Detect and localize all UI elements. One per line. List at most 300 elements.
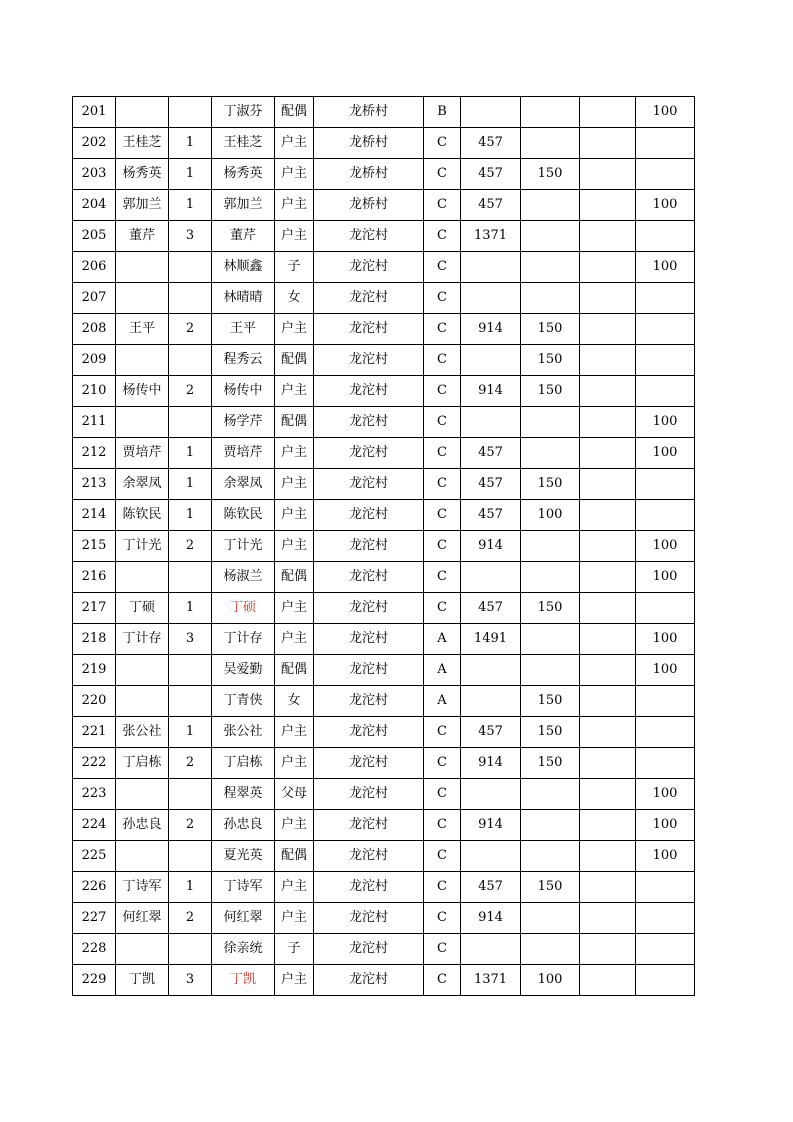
table-row — [73, 159, 695, 190]
household-size-cell: 2 — [169, 903, 212, 934]
amount-3-cell — [580, 97, 636, 128]
household-head-cell: 丁诗军 — [116, 872, 169, 903]
amount-2-cell — [521, 655, 580, 686]
relation-cell: 户主 — [275, 376, 314, 407]
village-cell: 龙桥村 — [314, 159, 424, 190]
amount-3-cell — [580, 221, 636, 252]
amount-2-cell — [521, 624, 580, 655]
amount-3-cell — [580, 283, 636, 314]
row-number-cell: 226 — [73, 872, 116, 903]
member-name-cell: 郭加兰 — [212, 190, 275, 221]
amount-3-cell — [580, 934, 636, 965]
household-head-cell: 王桂芝 — [116, 128, 169, 159]
relation-cell: 户主 — [275, 810, 314, 841]
household-size-cell: 3 — [169, 221, 212, 252]
amount-3-cell — [580, 469, 636, 500]
household-size-cell: 2 — [169, 810, 212, 841]
table-row — [73, 562, 695, 593]
amount-2-cell: 150 — [521, 159, 580, 190]
amount-2-cell — [521, 438, 580, 469]
amount-4-cell — [636, 717, 695, 748]
grade-cell: C — [424, 314, 461, 345]
amount-4-cell — [636, 128, 695, 159]
amount-2-cell — [521, 810, 580, 841]
row-number-cell: 223 — [73, 779, 116, 810]
relation-cell: 户主 — [275, 469, 314, 500]
amount-1-cell: 457 — [461, 190, 521, 221]
village-cell: 龙沱村 — [314, 221, 424, 252]
amount-4-cell: 100 — [636, 562, 695, 593]
amount-3-cell — [580, 841, 636, 872]
amount-3-cell — [580, 562, 636, 593]
village-cell: 龙沱村 — [314, 314, 424, 345]
relation-cell: 户主 — [275, 438, 314, 469]
village-cell: 龙沱村 — [314, 686, 424, 717]
amount-2-cell: 150 — [521, 469, 580, 500]
row-number-cell: 229 — [73, 965, 116, 996]
grade-cell: C — [424, 159, 461, 190]
household-head-cell — [116, 655, 169, 686]
table-row — [73, 97, 695, 128]
grade-cell: C — [424, 190, 461, 221]
member-name-cell: 程秀云 — [212, 345, 275, 376]
amount-2-cell — [521, 128, 580, 159]
table-row — [73, 686, 695, 717]
table-row — [73, 438, 695, 469]
row-number-cell: 225 — [73, 841, 116, 872]
amount-4-cell: 100 — [636, 779, 695, 810]
amount-4-cell: 100 — [636, 841, 695, 872]
amount-1-cell: 457 — [461, 469, 521, 500]
amount-2-cell: 150 — [521, 593, 580, 624]
amount-1-cell: 914 — [461, 531, 521, 562]
amount-1-cell: 914 — [461, 376, 521, 407]
member-name-cell: 何红翠 — [212, 903, 275, 934]
amount-3-cell — [580, 686, 636, 717]
household-head-cell: 丁计存 — [116, 624, 169, 655]
village-cell: 龙沱村 — [314, 655, 424, 686]
household-size-cell — [169, 252, 212, 283]
grade-cell: C — [424, 469, 461, 500]
amount-2-cell: 150 — [521, 717, 580, 748]
grade-cell: C — [424, 903, 461, 934]
amount-1-cell: 1371 — [461, 221, 521, 252]
relation-cell: 户主 — [275, 593, 314, 624]
amount-4-cell — [636, 686, 695, 717]
village-cell: 龙沱村 — [314, 438, 424, 469]
grade-cell: A — [424, 655, 461, 686]
amount-2-cell: 100 — [521, 965, 580, 996]
household-table — [72, 96, 695, 996]
relation-cell: 户主 — [275, 221, 314, 252]
household-head-cell: 丁计光 — [116, 531, 169, 562]
row-number-cell: 224 — [73, 810, 116, 841]
amount-2-cell — [521, 407, 580, 438]
amount-1-cell — [461, 97, 521, 128]
amount-3-cell — [580, 438, 636, 469]
household-size-cell: 3 — [169, 624, 212, 655]
grade-cell: C — [424, 438, 461, 469]
grade-cell: C — [424, 810, 461, 841]
relation-cell: 户主 — [275, 717, 314, 748]
amount-3-cell — [580, 500, 636, 531]
grade-cell: A — [424, 686, 461, 717]
member-name-cell: 余翠凤 — [212, 469, 275, 500]
relation-cell: 配偶 — [275, 345, 314, 376]
amount-1-cell: 914 — [461, 810, 521, 841]
row-number-cell: 211 — [73, 407, 116, 438]
table-row — [73, 934, 695, 965]
amount-3-cell — [580, 717, 636, 748]
member-name-cell: 丁淑芬 — [212, 97, 275, 128]
household-size-cell — [169, 283, 212, 314]
grade-cell: C — [424, 965, 461, 996]
amount-3-cell — [580, 903, 636, 934]
relation-cell: 父母 — [275, 779, 314, 810]
household-size-cell — [169, 841, 212, 872]
grade-cell: A — [424, 624, 461, 655]
table-row — [73, 469, 695, 500]
village-cell: 龙沱村 — [314, 407, 424, 438]
amount-1-cell: 914 — [461, 903, 521, 934]
amount-4-cell — [636, 159, 695, 190]
household-head-cell: 贾培芹 — [116, 438, 169, 469]
row-number-cell: 221 — [73, 717, 116, 748]
relation-cell: 户主 — [275, 500, 314, 531]
amount-1-cell — [461, 655, 521, 686]
member-name-cell: 丁凯 — [212, 965, 275, 996]
table-row — [73, 841, 695, 872]
amount-2-cell — [521, 903, 580, 934]
relation-cell: 女 — [275, 686, 314, 717]
grade-cell: C — [424, 376, 461, 407]
amount-3-cell — [580, 345, 636, 376]
amount-4-cell — [636, 345, 695, 376]
amount-4-cell: 100 — [636, 97, 695, 128]
relation-cell: 户主 — [275, 531, 314, 562]
amount-4-cell — [636, 314, 695, 345]
village-cell: 龙沱村 — [314, 562, 424, 593]
amount-1-cell: 914 — [461, 314, 521, 345]
grade-cell: C — [424, 934, 461, 965]
member-name-cell: 杨淑兰 — [212, 562, 275, 593]
grade-cell: C — [424, 500, 461, 531]
table-row — [73, 965, 695, 996]
household-size-cell: 2 — [169, 314, 212, 345]
member-name-cell: 夏光英 — [212, 841, 275, 872]
household-size-cell — [169, 345, 212, 376]
amount-4-cell: 100 — [636, 655, 695, 686]
village-cell: 龙桥村 — [314, 190, 424, 221]
relation-cell: 户主 — [275, 624, 314, 655]
household-size-cell — [169, 97, 212, 128]
village-cell: 龙沱村 — [314, 376, 424, 407]
amount-4-cell: 100 — [636, 624, 695, 655]
household-size-cell: 1 — [169, 717, 212, 748]
grade-cell: C — [424, 283, 461, 314]
village-cell: 龙沱村 — [314, 469, 424, 500]
amount-1-cell — [461, 252, 521, 283]
household-head-cell — [116, 686, 169, 717]
amount-2-cell — [521, 562, 580, 593]
row-number-cell: 207 — [73, 283, 116, 314]
village-cell: 龙沱村 — [314, 748, 424, 779]
amount-1-cell — [461, 934, 521, 965]
row-number-cell: 218 — [73, 624, 116, 655]
relation-cell: 户主 — [275, 159, 314, 190]
grade-cell: C — [424, 252, 461, 283]
row-number-cell: 228 — [73, 934, 116, 965]
member-name-cell: 孙忠良 — [212, 810, 275, 841]
row-number-cell: 215 — [73, 531, 116, 562]
amount-1-cell: 457 — [461, 128, 521, 159]
relation-cell: 户主 — [275, 314, 314, 345]
amount-4-cell — [636, 965, 695, 996]
amount-2-cell — [521, 221, 580, 252]
amount-4-cell: 100 — [636, 531, 695, 562]
village-cell: 龙沱村 — [314, 252, 424, 283]
amount-3-cell — [580, 159, 636, 190]
member-name-cell: 林晴晴 — [212, 283, 275, 314]
amount-2-cell — [521, 934, 580, 965]
amount-4-cell: 100 — [636, 252, 695, 283]
household-size-cell: 2 — [169, 748, 212, 779]
grade-cell: C — [424, 562, 461, 593]
amount-2-cell: 150 — [521, 686, 580, 717]
household-head-cell — [116, 345, 169, 376]
table-row — [73, 531, 695, 562]
village-cell: 龙桥村 — [314, 128, 424, 159]
household-size-cell — [169, 686, 212, 717]
household-head-cell — [116, 252, 169, 283]
relation-cell: 配偶 — [275, 562, 314, 593]
grade-cell: C — [424, 717, 461, 748]
row-number-cell: 209 — [73, 345, 116, 376]
amount-4-cell — [636, 748, 695, 779]
household-size-cell — [169, 655, 212, 686]
amount-1-cell: 914 — [461, 748, 521, 779]
row-number-cell: 212 — [73, 438, 116, 469]
table-row — [73, 128, 695, 159]
table-row — [73, 655, 695, 686]
amount-4-cell — [636, 903, 695, 934]
household-head-cell: 杨传中 — [116, 376, 169, 407]
amount-2-cell — [521, 531, 580, 562]
table-row — [73, 221, 695, 252]
member-name-cell: 吴爱勤 — [212, 655, 275, 686]
amount-3-cell — [580, 252, 636, 283]
amount-3-cell — [580, 128, 636, 159]
household-head-cell — [116, 97, 169, 128]
member-name-cell: 董芹 — [212, 221, 275, 252]
household-size-cell: 2 — [169, 531, 212, 562]
household-size-cell: 2 — [169, 376, 212, 407]
relation-cell: 子 — [275, 934, 314, 965]
row-number-cell: 220 — [73, 686, 116, 717]
household-head-cell: 丁凯 — [116, 965, 169, 996]
amount-3-cell — [580, 190, 636, 221]
row-number-cell: 205 — [73, 221, 116, 252]
amount-4-cell — [636, 500, 695, 531]
household-head-cell — [116, 934, 169, 965]
household-head-cell — [116, 841, 169, 872]
amount-2-cell: 150 — [521, 376, 580, 407]
grade-cell: C — [424, 593, 461, 624]
amount-2-cell: 150 — [521, 314, 580, 345]
household-head-cell: 余翠凤 — [116, 469, 169, 500]
household-size-cell — [169, 562, 212, 593]
member-name-cell: 王桂芝 — [212, 128, 275, 159]
amount-2-cell: 150 — [521, 872, 580, 903]
relation-cell: 配偶 — [275, 841, 314, 872]
amount-3-cell — [580, 531, 636, 562]
amount-3-cell — [580, 655, 636, 686]
household-head-cell: 张公社 — [116, 717, 169, 748]
relation-cell: 户主 — [275, 872, 314, 903]
household-size-cell: 1 — [169, 128, 212, 159]
table-row — [73, 779, 695, 810]
household-head-cell: 董芹 — [116, 221, 169, 252]
amount-1-cell: 457 — [461, 717, 521, 748]
household-size-cell: 1 — [169, 872, 212, 903]
member-name-cell: 贾培芹 — [212, 438, 275, 469]
relation-cell: 户主 — [275, 128, 314, 159]
household-head-cell: 孙忠良 — [116, 810, 169, 841]
amount-3-cell — [580, 376, 636, 407]
amount-3-cell — [580, 314, 636, 345]
amount-1-cell — [461, 841, 521, 872]
village-cell: 龙沱村 — [314, 965, 424, 996]
household-size-cell — [169, 407, 212, 438]
grade-cell: B — [424, 97, 461, 128]
amount-2-cell — [521, 97, 580, 128]
table-row — [73, 748, 695, 779]
amount-2-cell — [521, 190, 580, 221]
member-name-cell: 王平 — [212, 314, 275, 345]
table-row — [73, 903, 695, 934]
grade-cell: C — [424, 872, 461, 903]
row-number-cell: 217 — [73, 593, 116, 624]
household-head-cell: 陈钦民 — [116, 500, 169, 531]
amount-3-cell — [580, 779, 636, 810]
member-name-cell: 丁青侠 — [212, 686, 275, 717]
amount-4-cell — [636, 872, 695, 903]
table-row — [73, 717, 695, 748]
amount-1-cell: 1491 — [461, 624, 521, 655]
household-size-cell: 1 — [169, 469, 212, 500]
row-number-cell: 214 — [73, 500, 116, 531]
village-cell: 龙桥村 — [314, 97, 424, 128]
village-cell: 龙沱村 — [314, 345, 424, 376]
member-name-cell: 程翠英 — [212, 779, 275, 810]
household-size-cell: 1 — [169, 500, 212, 531]
amount-2-cell: 100 — [521, 500, 580, 531]
grade-cell: C — [424, 345, 461, 376]
member-name-cell: 丁诗军 — [212, 872, 275, 903]
amount-1-cell — [461, 562, 521, 593]
household-size-cell: 1 — [169, 190, 212, 221]
row-number-cell: 219 — [73, 655, 116, 686]
household-size-cell — [169, 779, 212, 810]
row-number-cell: 208 — [73, 314, 116, 345]
village-cell: 龙沱村 — [314, 903, 424, 934]
amount-2-cell — [521, 252, 580, 283]
table-row — [73, 593, 695, 624]
household-head-cell: 杨秀英 — [116, 159, 169, 190]
relation-cell: 子 — [275, 252, 314, 283]
relation-cell: 配偶 — [275, 407, 314, 438]
amount-4-cell — [636, 593, 695, 624]
relation-cell: 户主 — [275, 903, 314, 934]
amount-3-cell — [580, 624, 636, 655]
amount-4-cell — [636, 283, 695, 314]
household-head-cell — [116, 562, 169, 593]
member-name-cell: 杨秀英 — [212, 159, 275, 190]
village-cell: 龙沱村 — [314, 934, 424, 965]
amount-1-cell: 457 — [461, 500, 521, 531]
row-number-cell: 202 — [73, 128, 116, 159]
relation-cell: 户主 — [275, 190, 314, 221]
table-row — [73, 314, 695, 345]
village-cell: 龙沱村 — [314, 624, 424, 655]
amount-4-cell — [636, 376, 695, 407]
row-number-cell: 213 — [73, 469, 116, 500]
amount-3-cell — [580, 965, 636, 996]
household-size-cell — [169, 934, 212, 965]
amount-1-cell: 457 — [461, 438, 521, 469]
amount-1-cell — [461, 345, 521, 376]
household-head-cell: 丁硕 — [116, 593, 169, 624]
relation-cell: 配偶 — [275, 97, 314, 128]
village-cell: 龙沱村 — [314, 500, 424, 531]
table-row — [73, 407, 695, 438]
row-number-cell: 216 — [73, 562, 116, 593]
table-row — [73, 624, 695, 655]
village-cell: 龙沱村 — [314, 841, 424, 872]
amount-1-cell — [461, 283, 521, 314]
household-size-cell: 1 — [169, 438, 212, 469]
amount-1-cell: 457 — [461, 159, 521, 190]
grade-cell: C — [424, 748, 461, 779]
member-name-cell: 陈钦民 — [212, 500, 275, 531]
grade-cell: C — [424, 407, 461, 438]
grade-cell: C — [424, 841, 461, 872]
amount-3-cell — [580, 748, 636, 779]
household-head-cell — [116, 283, 169, 314]
relation-cell: 户主 — [275, 748, 314, 779]
amount-2-cell — [521, 841, 580, 872]
amount-4-cell: 100 — [636, 810, 695, 841]
amount-3-cell — [580, 407, 636, 438]
grade-cell: C — [424, 531, 461, 562]
village-cell: 龙沱村 — [314, 283, 424, 314]
row-number-cell: 222 — [73, 748, 116, 779]
table-row — [73, 376, 695, 407]
household-head-cell: 郭加兰 — [116, 190, 169, 221]
amount-1-cell — [461, 407, 521, 438]
table-row — [73, 500, 695, 531]
member-name-cell: 丁启栋 — [212, 748, 275, 779]
row-number-cell: 210 — [73, 376, 116, 407]
household-size-cell: 1 — [169, 159, 212, 190]
amount-4-cell: 100 — [636, 190, 695, 221]
grade-cell: C — [424, 779, 461, 810]
row-number-cell: 206 — [73, 252, 116, 283]
amount-1-cell — [461, 779, 521, 810]
grade-cell: C — [424, 128, 461, 159]
member-name-cell: 林顺鑫 — [212, 252, 275, 283]
table-row — [73, 345, 695, 376]
